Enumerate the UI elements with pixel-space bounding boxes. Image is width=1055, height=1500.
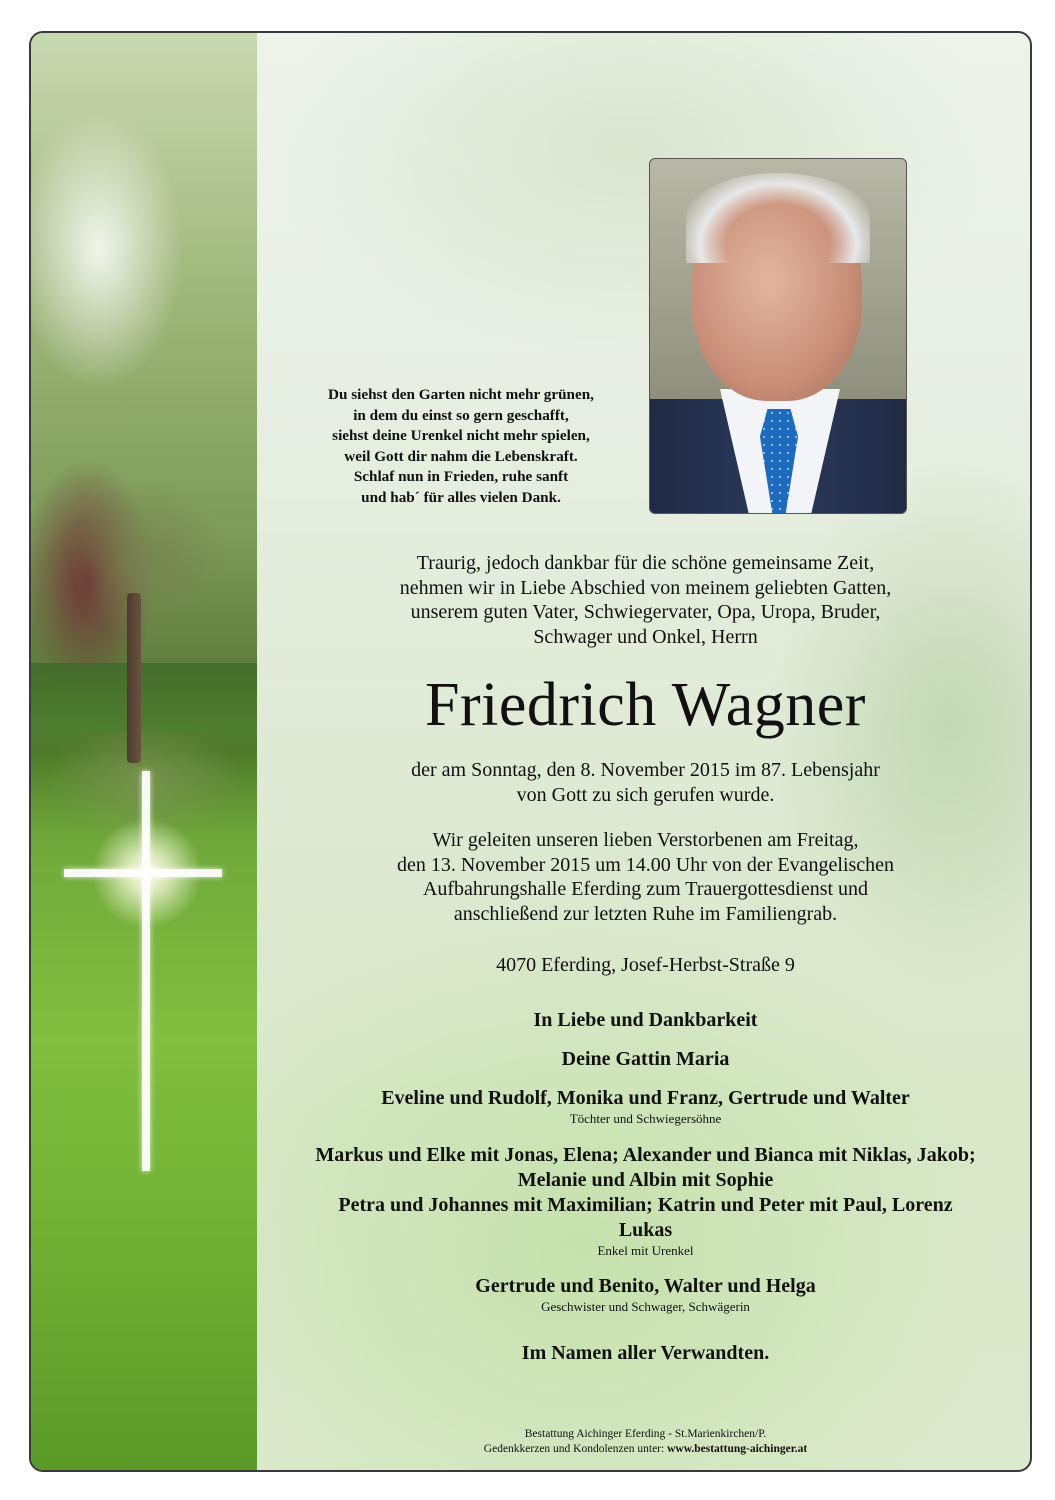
footer-line-2 bbox=[257, 1442, 1032, 1457]
grandchildren-line: Lukas bbox=[618, 1219, 673, 1241]
family-heading: In Liebe und Dankbarkeit bbox=[533, 1009, 758, 1031]
children-names: Eveline und Rudolf, Monika und Franz, Gertrude und Walter bbox=[381, 1087, 910, 1109]
poem-line: in dem du einst so gern geschafft, bbox=[353, 406, 569, 424]
family-siblings bbox=[257, 1274, 1032, 1314]
intro-line: Schwager und Onkel, Herrn bbox=[533, 625, 758, 648]
cross-icon bbox=[142, 771, 150, 1171]
footer bbox=[257, 1427, 1032, 1456]
grandchildren-role: Enkel mit Urenkel bbox=[597, 1243, 694, 1258]
intro-text bbox=[257, 551, 1032, 649]
death-notice bbox=[257, 758, 1032, 807]
poem bbox=[271, 385, 651, 508]
intro-line: nehmen wir in Liebe Abschied von meinem geliebten Gatten, bbox=[399, 576, 892, 599]
footer-line-1: Bestattung Aichinger Eferding - St.Marienkirchen/P. bbox=[524, 1428, 767, 1440]
siblings-names: Gertrude und Benito, Walter und Helga bbox=[475, 1275, 816, 1297]
cross-icon-bar bbox=[64, 869, 222, 877]
poem-line: und hab´ für alles vielen Dank. bbox=[361, 488, 561, 506]
portrait-photo bbox=[649, 158, 907, 514]
family-children bbox=[257, 1086, 1032, 1126]
portrait-hair bbox=[686, 173, 870, 263]
death-line: der am Sonntag, den 8. November 2015 im 87. Lebensjahr bbox=[411, 759, 880, 781]
poem-line: Schlaf nun in Frieden, ruhe sanft bbox=[353, 468, 569, 485]
grandchildren-line: Markus und Elke mit Jonas, Elena; Alexander und Bianca mit Niklas, Jakob; bbox=[315, 1144, 976, 1166]
family-spouse: Deine Gattin Maria bbox=[561, 1048, 730, 1070]
grandchildren-line: Petra und Johannes mit Maximilian; Katrin und Peter mit Paul, Lorenz bbox=[338, 1194, 953, 1216]
family-closing: Im Namen aller Verwandten. bbox=[521, 1342, 770, 1364]
address: 4070 Eferding, Josef-Herbst-Straße 9 bbox=[496, 954, 795, 976]
funeral-line: Aufbahrungshalle Eferding zum Trauergottesdienst und bbox=[422, 878, 869, 900]
poem-line: Du siehst den Garten nicht mehr grünen, bbox=[328, 386, 594, 403]
funeral-line: Wir geleiten unseren lieben Verstorbenen am Freitag, bbox=[432, 829, 859, 851]
funeral-line: den 13. November 2015 um 14.00 Uhr von der Evangelischen bbox=[396, 853, 895, 876]
children-role: Töchter und Schwiegersöhne bbox=[569, 1111, 722, 1126]
tree-canopy bbox=[71, 473, 221, 643]
footer-prefix: Gedenkkerzen und Kondolenzen unter: bbox=[483, 1442, 668, 1455]
garden-photo bbox=[31, 33, 257, 1470]
poem-line: weil Gott dir nahm die Lebenskraft. bbox=[344, 447, 578, 465]
death-line: von Gott zu sich gerufen wurde. bbox=[516, 783, 775, 806]
tree-trunk bbox=[127, 593, 141, 763]
obituary-card bbox=[29, 31, 1032, 1472]
grandchildren-line: Melanie und Albin mit Sophie bbox=[517, 1169, 774, 1191]
poem-line: siehst deine Urenkel nicht mehr spielen, bbox=[332, 427, 590, 444]
siblings-role: Geschwister und Schwager, Schwägerin bbox=[541, 1299, 750, 1314]
deceased-name: Friedrich Wagner bbox=[425, 671, 866, 739]
funeral-line: anschließend zur letzten Ruhe im Familiengrab. bbox=[453, 902, 838, 925]
hedge bbox=[31, 663, 257, 733]
funeral-details bbox=[257, 828, 1032, 926]
intro-line: Traurig, jedoch dankbar für die schöne gemeinsame Zeit, bbox=[416, 552, 875, 574]
intro-line: unserem guten Vater, Schwiegervater, Opa, Uropa, Bruder, bbox=[410, 601, 881, 623]
footer-url-link[interactable]: www.bestattung-aichinger.at bbox=[667, 1442, 808, 1455]
family-grandchildren bbox=[257, 1143, 1032, 1258]
